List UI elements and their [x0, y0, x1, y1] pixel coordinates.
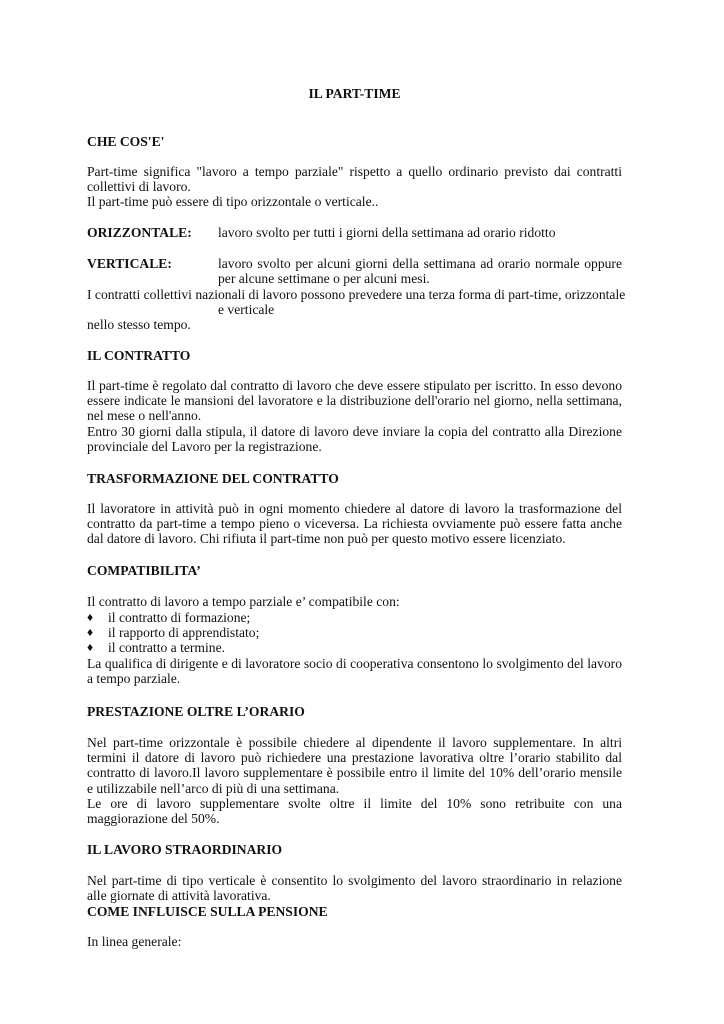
diamond-bullet-icon: ♦	[87, 640, 94, 655]
text-orizzontale: lavoro svolto per tutti i giorni della settimana ad orario ridotto	[218, 225, 556, 240]
list-item: ♦ il rapporto di apprendistato;	[87, 625, 260, 641]
text-terza-forma-line1: I contratti collettivi nazionali di lavoro possono prevedere una terza forma di part-time, orizzontale	[87, 287, 626, 302]
paragraph-trasformazione: Il lavoratore in attività può in ogni momento chiedere al datore di lavoro la trasformazione del contratto da part-time a tempo pieno o viceversa. La richiesta ovviamente può essere fatta anche dal datore di lavoro. Chi rifiuta il part-time non può per questo motivo essere licenziato.	[87, 501, 622, 547]
text-verticale: lavoro svolto per alcuni giorni della settimana ad orario normale oppure per alcune settimane o per alcuni mesi.	[218, 256, 622, 287]
label-verticale: VERTICALE:	[87, 256, 172, 271]
label-orizzontale: ORIZZONTALE:	[87, 225, 192, 240]
document-title: IL PART-TIME	[308, 86, 401, 101]
paragraph-contratto-2: Entro 30 giorni dalla stipula, il datore di lavoro deve inviare la copia del contratto alla Direzione provinciale del Lavoro per la registrazione.	[87, 424, 622, 455]
heading-pensione: COME INFLUISCE SULLA PENSIONE	[87, 904, 328, 919]
paragraph-prestazione-1: Nel part-time orizzontale è possibile chiedere al dipendente il lavoro supplementare. In altri termini il datore di lavoro può richiedere una prestazione lavorativa oltre l’orario stabilito dal contratto di lavoro.Il lavoro supplementare è possibile entro il limite del 10% dell’orario mensile e utilizzabile nell’arco di più di una settimana.	[87, 735, 622, 796]
paragraph-compatibilita-intro: Il contratto di lavoro a tempo parziale e’ compatibile con:	[87, 594, 400, 609]
heading-prestazione: PRESTAZIONE OLTRE L’ORARIO	[87, 704, 305, 719]
paragraph-prestazione-2: Le ore di lavoro supplementare svolte oltre il limite del 10% sono retribuite con una maggiorazione del 50%.	[87, 796, 622, 827]
compatibilita-list	[87, 610, 622, 656]
paragraph-definizione: Part-time significa "lavoro a tempo parziale" rispetto a quello ordinario previsto dai contratti collettivi di lavoro.	[87, 164, 622, 195]
paragraph-pensione: In linea generale:	[87, 934, 182, 949]
heading-trasformazione: TRASFORMAZIONE DEL CONTRATTO	[87, 471, 339, 486]
paragraph-tipi: Il part-time può essere di tipo orizzontale o verticale..	[87, 194, 379, 209]
paragraph-straordinario: Nel part-time di tipo verticale è consentito lo svolgimento del lavoro straordinario in relazione alle giornate di attività lavorativa.	[87, 873, 622, 904]
list-item: ♦ il contratto a termine.	[87, 640, 226, 656]
paragraph-contratto-1: Il part-time è regolato dal contratto di lavoro che deve essere stipulato per iscritto. In esso devono essere indicate le mansioni del lavoratore e la distribuzione dell'orario nel giorno, nella settimana, nel mese o nell'anno.	[87, 378, 622, 424]
heading-che-cose: CHE COS'E'	[87, 134, 165, 149]
list-item: ♦ il contratto di formazione;	[87, 610, 251, 625]
heading-contratto: IL CONTRATTO	[87, 348, 191, 363]
heading-straordinario: IL LAVORO STRAORDINARIO	[87, 842, 283, 857]
diamond-bullet-icon: ♦	[87, 610, 94, 624]
paragraph-compatibilita-2: La qualifica di dirigente e di lavoratore socio di cooperativa consentono lo svolgimento del lavoro a tempo parziale.	[87, 656, 622, 687]
diamond-bullet-icon: ♦	[87, 625, 94, 640]
heading-compatibilita: COMPATIBILITA’	[87, 563, 201, 578]
text-terza-forma-line3: nello stesso tempo.	[87, 317, 191, 332]
text-terza-forma-line2: e verticale	[218, 302, 275, 317]
